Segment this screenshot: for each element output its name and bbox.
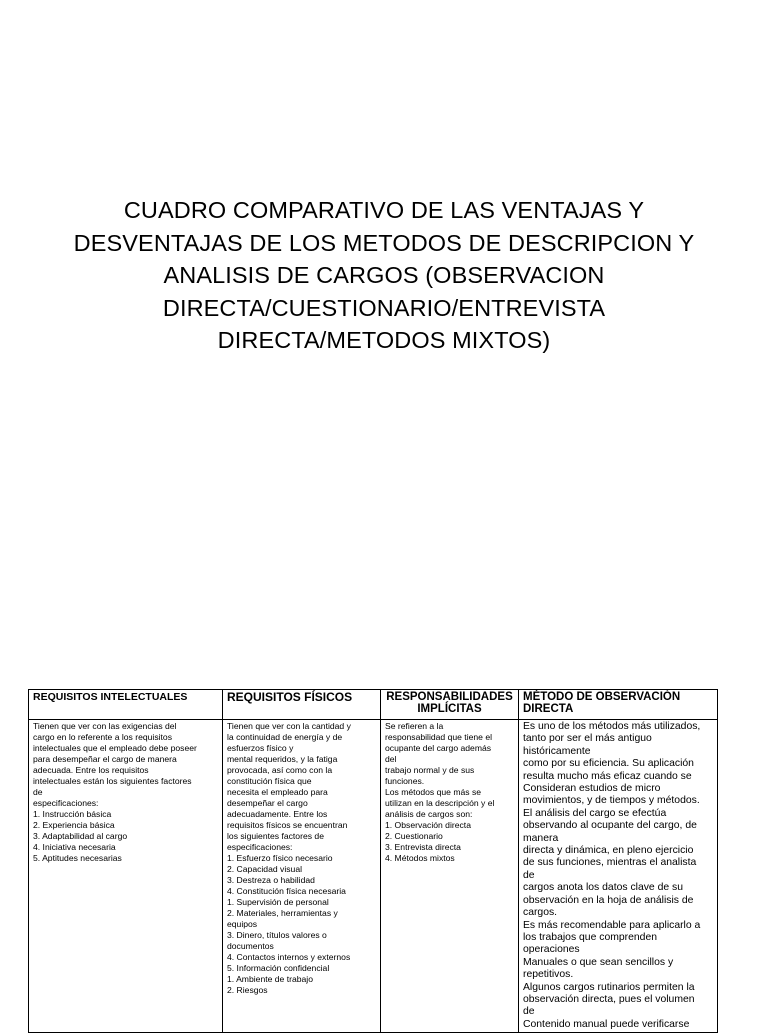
cell-text-line: 4. Iniciativa necesaria — [33, 842, 116, 852]
cell-text-line: de — [523, 1006, 535, 1018]
document-title — [40, 194, 728, 357]
cell-text-line: especificaciones: — [227, 842, 293, 852]
cell-text-line: constitución física que — [227, 776, 312, 786]
cell-text-line: 4. Métodos mixtos — [385, 853, 455, 863]
cell-text-line: Es uno de los métodos más utilizados, — [523, 721, 701, 732]
cell-text-line: operaciones — [523, 944, 580, 956]
cell-text-line: 1. Supervisión de personal — [227, 897, 329, 907]
cell-text-line: 2. Capacidad visual — [227, 864, 303, 874]
cell-text-line: adecuadamente. Entre los — [227, 809, 328, 819]
cell-text-line: 3. Adaptabilidad al cargo — [33, 831, 128, 841]
cell-text-line: Tienen que ver con las exigencias del — [33, 721, 177, 731]
cell-text-line: 2. Materiales, herramientas y — [227, 908, 338, 918]
cell-text-line: desempeñar el cargo — [227, 798, 308, 808]
cell-text-line: 1. Esfuerzo físico necesario — [227, 853, 333, 863]
cell-text-line: documentos — [227, 941, 274, 951]
cell-text-line: movimientos, y de tiempos y métodos. — [523, 795, 700, 807]
cell-text-line: provocada, así como con la — [227, 765, 333, 775]
cell-text-line: 1. Observación directa — [385, 820, 471, 830]
cell-text-line: del — [385, 754, 397, 764]
cell-requisitos-fisicos — [223, 720, 381, 1033]
cell-text-line: Contenido manual puede verificarse — [523, 1018, 690, 1030]
cell-text-line: intelectuales están los siguientes factores — [33, 776, 192, 786]
cell-text-line: 1. Ambiente de trabajo — [227, 974, 313, 984]
cell-text-line: observación en la hoja de análisis de — [523, 894, 694, 906]
cell-text-line: ocupante del cargo además — [385, 743, 492, 753]
cell-responsabilidades-implicitas — [381, 720, 519, 1033]
cell-text-line: requisitos físicos se encuentran — [227, 820, 348, 830]
cell-text-line: 5. Aptitudes necesarias — [33, 853, 122, 863]
cell-text-line: cargos. — [523, 907, 558, 919]
cell-text-line: observación directa, pues el volumen — [523, 993, 695, 1005]
cell-text-line: cargos anota los datos clave de su — [523, 882, 683, 894]
cell-text-line: observando al ocupante del cargo, de — [523, 820, 697, 832]
title-line: CUADRO COMPARATIVO DE LAS VENTAJAS Y — [123, 197, 645, 223]
cell-text-line: Se refieren a la — [385, 721, 444, 731]
title-line: DIRECTA/CUESTIONARIO/ENTREVISTA — [162, 294, 606, 321]
title-line: DESVENTAJAS DE LOS METODOS DE DESCRIPCION Y — [73, 229, 695, 256]
cell-text-line: Los métodos que más se — [385, 787, 482, 797]
cell-text-line: intelectuales que el empleado debe poseer — [33, 743, 197, 753]
cell-text-line: análisis de cargos son: — [385, 809, 473, 819]
header-responsabilidades-implicitas: RESPONSABILIDADES IMPLÍCITAS — [381, 690, 519, 720]
cell-text-line: históricamente — [523, 745, 591, 757]
cell-text-line: de sus funciones, mientras el analista — [523, 857, 697, 869]
cell-text-line: funciones. — [385, 776, 425, 786]
cell-text-line: 2. Riesgos — [227, 985, 268, 995]
cell-text-line: mental requeridos, y la fatiga — [227, 754, 338, 764]
cell-text-line: utilizan en la descripción y el — [385, 798, 495, 808]
cell-text-line: como por su eficiencia. Su aplicación — [523, 758, 694, 770]
cell-text-line: trabajo normal y de sus — [385, 765, 475, 775]
cell-text-line: Manuales o que sean sencillos y — [523, 956, 674, 968]
cell-text-line: 4. Contactos internos y externos — [227, 952, 351, 962]
cell-metodo-observacion-directa — [519, 720, 718, 1033]
cell-text-line: 2. Cuestionario — [385, 831, 443, 841]
cell-text-line: Tienen que ver con la cantidad y — [227, 721, 351, 731]
cell-text-line: directa y dinámica, en pleno ejercicio — [523, 845, 694, 857]
cell-text-line: de — [33, 787, 43, 797]
table-row — [29, 720, 718, 1033]
comparison-table — [28, 689, 718, 1033]
cell-text-line: cargo en lo referente a los requisitos — [33, 732, 173, 742]
cell-text-line: esfuerzos físico y — [227, 743, 294, 753]
cell-text-line: los trabajos que comprenden — [523, 931, 658, 943]
cell-text-line: necesita el empleado para — [227, 787, 328, 797]
cell-text-line: la continuidad de energía y de — [227, 732, 343, 742]
cell-text-line: los siguientes factores de — [227, 831, 324, 841]
header-requisitos-fisicos: REQUISITOS FÍSICOS — [223, 690, 381, 720]
cell-text-line: El análisis del cargo se efectúa — [523, 807, 667, 819]
cell-text-line: equipos — [227, 919, 258, 929]
cell-text-line: 4. Constitución física necesaria — [227, 886, 346, 896]
cell-requisitos-intelectuales — [29, 720, 223, 1033]
cell-text-line: Algunos cargos rutinarios permiten la — [523, 981, 695, 993]
cell-text-line: adecuada. Entre los requisitos — [33, 765, 149, 775]
cell-text-line: 3. Destreza o habilidad — [227, 875, 315, 885]
cell-text-line: responsabilidad que tiene el — [385, 732, 493, 742]
cell-text-line: tanto por ser el más antiguo — [523, 733, 652, 745]
cell-text-line: Consideran estudios de micro — [523, 783, 661, 795]
title-line: DIRECTA/METODOS MIXTOS) — [217, 327, 551, 353]
cell-text-line: 5. Información confidencial — [227, 963, 330, 973]
cell-text-line: 2. Experiencia básica — [33, 820, 115, 830]
cell-text-line: de — [523, 869, 535, 881]
cell-text-line: especificaciones: — [33, 798, 99, 808]
header-requisitos-intelectuales: REQUISITOS INTELECTUALES — [29, 690, 223, 720]
cell-text-line: 3. Dinero, títulos valores o — [227, 930, 327, 940]
cell-text-line: 3. Entrevista directa — [385, 842, 461, 852]
cell-text-line: repetitivos. — [523, 969, 574, 981]
cell-text-line: resulta mucho más eficaz cuando se — [523, 770, 692, 782]
cell-text-line: manera — [523, 832, 559, 844]
title-line: ANALISIS DE CARGOS (OBSERVACION — [163, 262, 605, 288]
cell-text-line: para desempeñar el cargo de manera — [33, 754, 177, 764]
header-metodo-observacion-directa: MÉTODO DE OBSERVACIÓN DIRECTA — [519, 690, 718, 720]
cell-text-line: 1. Instrucción básica — [33, 809, 112, 819]
table-header-row — [29, 690, 718, 720]
cell-text-line: Es más recomendable para aplicarlo a — [523, 919, 701, 931]
